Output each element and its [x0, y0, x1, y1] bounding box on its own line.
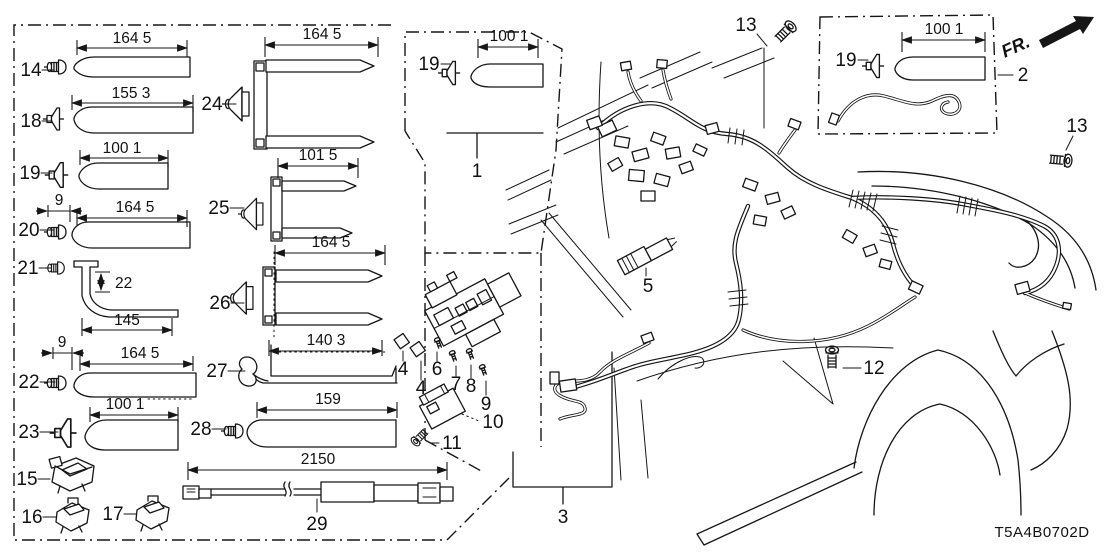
callout-24: 24	[201, 94, 223, 115]
part-row-24	[201, 26, 378, 149]
clip-icon	[45, 163, 69, 188]
callout-15: 15	[16, 469, 38, 490]
callout-11: 11	[442, 433, 462, 454]
part-row-25	[208, 147, 358, 241]
mid-parts-panel	[183, 26, 453, 535]
callout-4b: 4	[415, 378, 427, 399]
clip-icon	[44, 60, 66, 74]
dim-label: 164 5	[112, 30, 152, 47]
dim-label: 100 1	[924, 21, 964, 38]
bolt-11-icon	[410, 428, 430, 448]
part-row-18	[20, 85, 193, 133]
callout-14: 14	[20, 60, 42, 81]
dim-offset: 9	[57, 334, 67, 351]
callout-7: 7	[450, 374, 462, 395]
callout-6: 6	[431, 359, 443, 380]
dim-label: 100 1	[105, 396, 145, 413]
callout-3: 3	[557, 507, 569, 528]
dim-label: 164 5	[311, 234, 351, 251]
callout-18: 18	[20, 111, 42, 132]
callout-9: 9	[480, 394, 492, 415]
main-harness	[550, 60, 1071, 419]
grommet-icon	[227, 282, 253, 314]
callout-12: 12	[863, 358, 885, 379]
callout-13a: 13	[735, 15, 757, 36]
part-row-17	[102, 496, 169, 531]
callout-25: 25	[208, 198, 230, 219]
dim-vlabel: 22	[115, 275, 133, 292]
callout-21: 21	[17, 258, 39, 279]
dim-label: 155 3	[111, 85, 151, 102]
callout-19-inset1: 19	[418, 54, 440, 75]
fuse-4a	[394, 333, 409, 348]
callout-17: 17	[102, 504, 124, 525]
grommet-icon	[238, 198, 263, 229]
callout-28: 28	[190, 419, 212, 440]
callout-13b: 13	[1066, 116, 1088, 137]
part-row-21	[17, 258, 178, 336]
connector-5	[617, 232, 678, 275]
part-row-23	[18, 396, 178, 450]
fr-arrow-icon	[1039, 16, 1094, 48]
callout-20: 20	[18, 220, 40, 241]
clip-icon	[43, 108, 64, 130]
screw-7-icon	[449, 350, 458, 362]
part-row-14	[20, 30, 190, 81]
inset-detail-2	[829, 21, 1029, 125]
dim-label: 140 3	[306, 332, 346, 349]
clip-icon	[50, 419, 77, 447]
part-row-29	[183, 451, 453, 535]
callout-1: 1	[471, 161, 483, 182]
callout-10: 10	[482, 412, 504, 433]
callout-19: 19	[19, 163, 41, 184]
callout-4a: 4	[397, 359, 409, 380]
clip-icon	[44, 225, 66, 239]
fr-label: FR.	[998, 31, 1033, 62]
part-row-22	[18, 334, 196, 399]
bolt-12-icon	[826, 346, 839, 368]
clip-icon	[862, 54, 884, 77]
part-row-15	[16, 457, 94, 493]
part-row-27	[206, 332, 397, 386]
bolt-13b-icon	[1049, 153, 1072, 168]
clip-icon	[221, 424, 243, 438]
part-row-28	[190, 391, 397, 447]
part-row-20	[18, 192, 190, 248]
dim-label: 164 5	[120, 345, 160, 362]
screw-8-icon	[466, 348, 475, 360]
dim-label: 145	[114, 312, 140, 329]
fuse-box	[415, 249, 531, 358]
callout-2: 2	[1017, 65, 1029, 86]
left-parts-panel	[16, 30, 196, 533]
dim-label: 101 5	[298, 147, 338, 164]
bolt-13a-icon	[773, 19, 798, 44]
fuse-4b	[410, 341, 425, 356]
inset-detail-1	[418, 28, 543, 182]
callout-29: 29	[306, 514, 328, 535]
callout-27: 27	[206, 361, 228, 382]
clip-icon	[44, 376, 66, 390]
callout-19-inset2: 19	[835, 50, 857, 71]
dim-label: 164 5	[302, 26, 342, 43]
dim-offset: 9	[54, 192, 64, 209]
callout-8: 8	[465, 376, 477, 397]
part-row-16	[21, 498, 89, 533]
dim-label: 159	[315, 391, 341, 408]
callout-26: 26	[209, 293, 231, 314]
dim-label: 100 1	[102, 140, 142, 157]
dim-label: 2150	[300, 451, 336, 468]
part-row-26	[209, 234, 385, 338]
callout-22: 22	[18, 372, 40, 393]
clip-icon	[438, 61, 460, 84]
screw-9-icon	[479, 364, 488, 376]
diagram-code: T5A4B0702D	[994, 524, 1090, 541]
callout-23: 23	[18, 422, 40, 443]
callout-5: 5	[642, 276, 654, 297]
callout-16: 16	[21, 507, 43, 528]
part-row-19	[19, 140, 168, 189]
dim-label: 164 5	[115, 199, 155, 216]
dim-label: 100 1	[489, 28, 529, 45]
fr-direction	[998, 16, 1094, 62]
